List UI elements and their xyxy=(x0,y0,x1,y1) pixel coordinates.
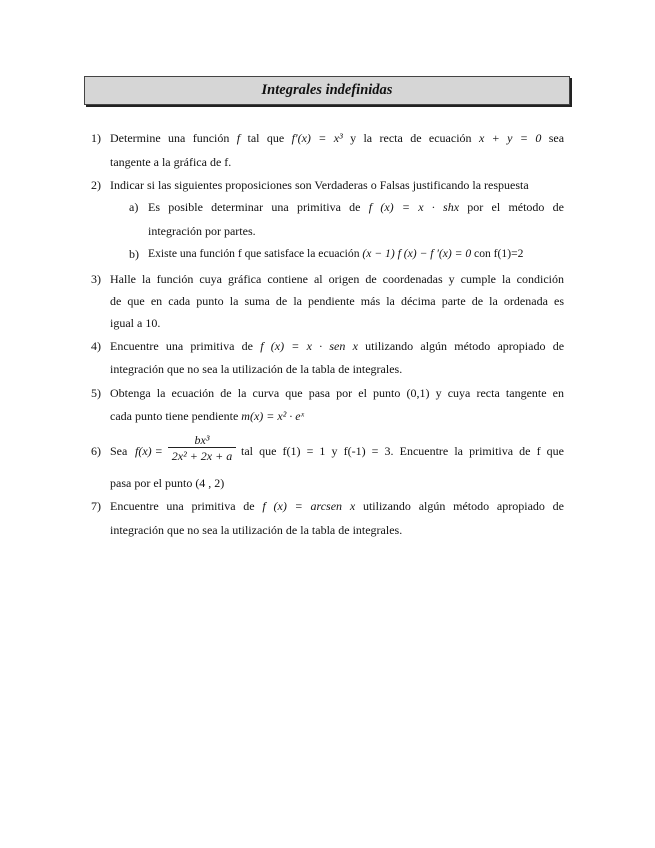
item-6-fx: f(x) = xyxy=(135,444,163,458)
item-2b-label: b) xyxy=(129,247,139,261)
item-3-line-2: de que en cada punto la suma de la pendiente más la décima parte de la ordenada es xyxy=(110,294,564,308)
item-2-number: 2) xyxy=(91,178,101,192)
item-3-line-3: igual a 10. xyxy=(110,316,161,330)
item-5-number: 5) xyxy=(91,386,101,400)
item-1-number: 1) xyxy=(91,131,101,145)
item-4-line-2: integración que no sea la utilización de la tabla de integrales. xyxy=(110,362,403,376)
item-7-number: 7) xyxy=(91,499,101,513)
item-6-line-1: tal que f(1) = 1 y f(-1) = 3. Encuentre la primitiva de f que xyxy=(241,444,564,458)
page-title: Integrales indefinidas xyxy=(261,82,393,98)
item-6-numerator: bx³ xyxy=(194,433,210,447)
item-4-number: 4) xyxy=(91,339,101,353)
item-2a-line-2: integración por partes. xyxy=(148,224,256,238)
item-7-line-2: integración que no sea la utilización de la tabla de integrales. xyxy=(110,523,403,537)
item-6-denominator: 2x² + 2x + a xyxy=(168,447,236,463)
item-5-line-1: Obtenga la ecuación de la curva que pasa por el punto (0,1) y cuya recta tangente en xyxy=(110,386,564,400)
item-4-line-1: Encuentre una primitiva de f (x) = x · sen x utilizando algún método apropiado de xyxy=(110,339,565,353)
item-3-number: 3) xyxy=(91,272,101,286)
item-5-line-2: cada punto tiene pendiente m(x) = x² · eˣ xyxy=(110,409,304,423)
item-2a-line-1: Es posible determinar una primitiva de f (x) = x · shx por el método de xyxy=(148,200,565,214)
item-3-line-1: Halle la función cuya gráfica contiene al origen de coordenadas y cumple la condición xyxy=(110,272,564,286)
item-1-line-2: tangente a la gráfica de f. xyxy=(110,155,232,169)
item-2-line-1: Indicar si las siguientes proposiciones son Verdaderas o Falsas justificando la respuesta xyxy=(110,178,529,192)
title-box xyxy=(84,76,570,105)
item-6-number: 6) xyxy=(91,444,101,458)
item-1-line-1: Determine una función f tal que f′(x) = x³ y la recta de ecuación x + y = 0 sea xyxy=(110,131,565,145)
item-6-fraction xyxy=(168,434,236,463)
item-7-line-1: Encuentre una primitiva de f (x) = arcsen x utilizando algún método apropiado de xyxy=(110,499,565,513)
item-6-line-2: pasa por el punto (4 , 2) xyxy=(110,476,225,490)
item-2b-line-1: Existe una función f que satisface la ecuación (x − 1) f (x) − f ′(x) = 0 con f(1)=2 xyxy=(148,247,524,260)
item-6-sea: Sea xyxy=(110,444,128,458)
item-2a-label: a) xyxy=(129,200,139,214)
